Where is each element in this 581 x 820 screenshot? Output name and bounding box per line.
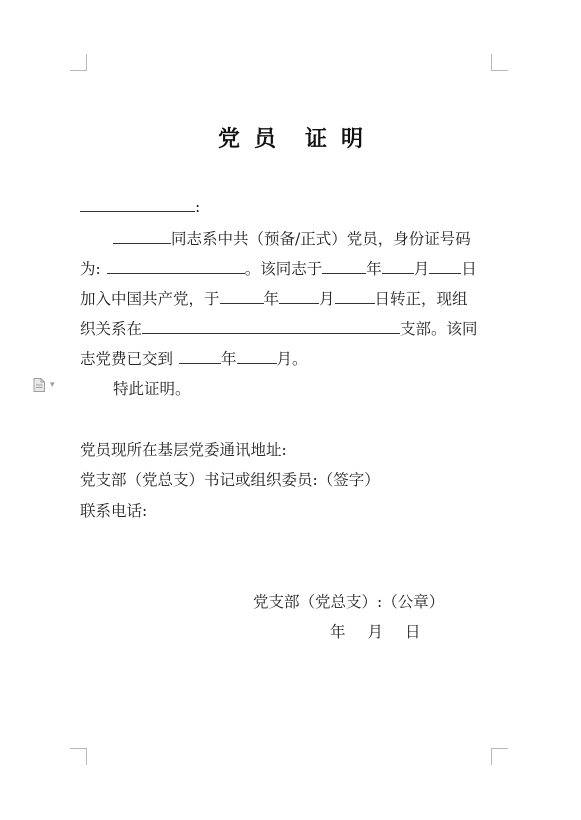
body-line-3: 加入中国共产党，于 年 月 日转正，现组 <box>80 290 468 308</box>
body-line-5: 志党费已交到 年 月。 <box>80 350 308 368</box>
addressee-blank <box>80 196 195 212</box>
special-statement: 特此证明。 <box>113 380 191 398</box>
full-day-blank <box>335 288 375 304</box>
crop-mark-bottom-left <box>70 748 87 765</box>
document-icon[interactable] <box>33 378 45 392</box>
body-line-4: 织关系在 支部。该同 <box>80 320 478 338</box>
join-month-blank <box>382 258 414 274</box>
body-line-1: 同志系中共（预备/正式）党员，身份证号码 <box>113 228 471 249</box>
id-number-blank <box>107 258 245 274</box>
seal-date: 年 月 日 <box>330 623 421 641</box>
address-label: 党员现所在基层党委通讯地址: <box>80 441 287 459</box>
org-blank <box>142 318 400 334</box>
phone-label: 联系电话: <box>80 502 148 520</box>
crop-mark-top-right <box>491 54 508 71</box>
body-line-2: 为: 。该同志于 年 月 日 <box>80 260 477 278</box>
seal-label: 党支部（党总支）:（公章） <box>253 593 445 611</box>
addressee-line: : <box>80 196 200 217</box>
chevron-down-icon[interactable]: ▾ <box>50 380 55 390</box>
full-year-blank <box>220 288 264 304</box>
dues-year-blank <box>179 348 221 364</box>
secretary-label: 党支部（党总支）书记或组织委员:（签字） <box>80 471 380 489</box>
join-day-blank <box>429 258 461 274</box>
dues-month-blank <box>237 348 277 364</box>
name-blank <box>113 228 171 244</box>
crop-mark-top-left <box>70 54 87 71</box>
join-year-blank <box>322 258 366 274</box>
full-month-blank <box>279 288 319 304</box>
page-title: 党 员 证 明 <box>217 126 364 152</box>
crop-mark-bottom-right <box>491 748 508 765</box>
